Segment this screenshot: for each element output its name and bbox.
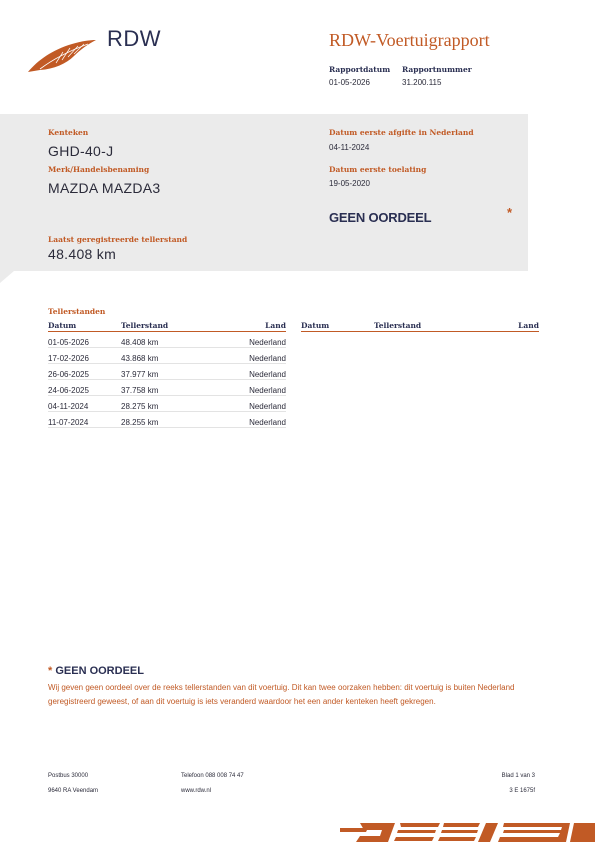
verdict: GEEN OORDEEL [329,210,432,225]
col-km: Tellerstand [121,321,169,330]
row-date: 26-06-2025 [48,370,89,379]
footer-page: Blad 1 van 3 [501,773,535,779]
note-text: Wij geven geen oordeel over de reeks tellerstanden van dit voertuig. Dit kan twee oorzaken hebben: dit voertuig is buiten Nederland geregistreerd geweest, of aan dit voertuig is iets veranderd waardoor het een ander kenteken heeft gekregen. [48,683,515,706]
row-country: Nederland [249,418,286,427]
footer-phone: Telefoon 088 008 74 47 [181,773,244,779]
col-country: Land [265,321,286,330]
readings-table-right [301,320,539,332]
col-country: Land [518,321,539,330]
plate-value: GHD-40-J [48,143,114,159]
footer-postbus: Postbus 30000 [48,773,89,779]
note-title-text: GEEN OORDEEL [52,665,144,677]
note-marker: * [48,665,53,677]
row-km: 37.758 km [121,386,159,395]
row-km: 28.255 km [121,418,159,427]
row-country: Nederland [249,402,286,411]
make-value: MAZDA MAZDA3 [48,180,161,196]
row-date: 24-06-2025 [48,386,89,395]
readings-table-left [48,320,286,428]
footer-code: 3 E 1675f [509,788,535,794]
table-row [48,348,286,364]
row-country: Nederland [249,386,286,395]
footer-web: www.rdw.nl [181,788,212,794]
row-km: 28.275 km [121,402,159,411]
odometer-value: 48.408 km [48,246,117,262]
row-country: Nederland [249,338,286,347]
footer-stripes-icon [340,818,595,842]
row-date: 01-05-2026 [48,338,89,347]
report-date-value: 01-05-2026 [329,78,370,87]
panel-corner [0,271,14,283]
row-date: 17-02-2026 [48,354,89,363]
report-number-label: Rapportnummer [402,65,472,74]
brand-name: RDW [107,26,162,51]
readings-title: Tellerstanden [48,307,106,316]
note-title [48,665,144,677]
table-row [48,396,286,412]
row-country: Nederland [249,354,286,363]
row-km: 48.408 km [121,338,159,347]
first-nl-value: 04-11-2024 [329,143,370,152]
table-row [48,364,286,380]
report-number-value: 31.200.115 [402,78,442,87]
table-row [48,332,286,348]
report-date [329,65,390,87]
first-admission-value: 19-05-2020 [329,179,370,188]
row-km: 43.868 km [121,354,159,363]
row-km: 37.977 km [121,370,159,379]
first-nl-label: Datum eerste afgifte in Nederland [329,128,474,137]
first-admission-label: Datum eerste toelating [329,165,427,174]
report-number [402,65,472,87]
row-country: Nederland [249,370,286,379]
col-km: Tellerstand [374,321,422,330]
odometer-label: Laatst geregistreerde tellerstand [48,235,188,244]
make-label: Merk/Handelsbenaming [48,165,150,174]
col-date: Datum [48,321,77,330]
row-date: 04-11-2024 [48,402,89,411]
footer-city: 9640 RA Veendam [48,788,99,794]
rdw-logo-icon [26,36,98,76]
table-row [48,380,286,396]
col-date: Datum [301,321,330,330]
plate-label: Kenteken [48,128,89,137]
row-date: 11-07-2024 [48,418,89,427]
verdict-marker: * [507,205,513,220]
report-title: RDW-Voertuigrapport [329,30,490,50]
report-date-label: Rapportdatum [329,65,391,74]
table-header [48,320,286,332]
table-header [301,320,539,332]
table-row [48,412,286,428]
